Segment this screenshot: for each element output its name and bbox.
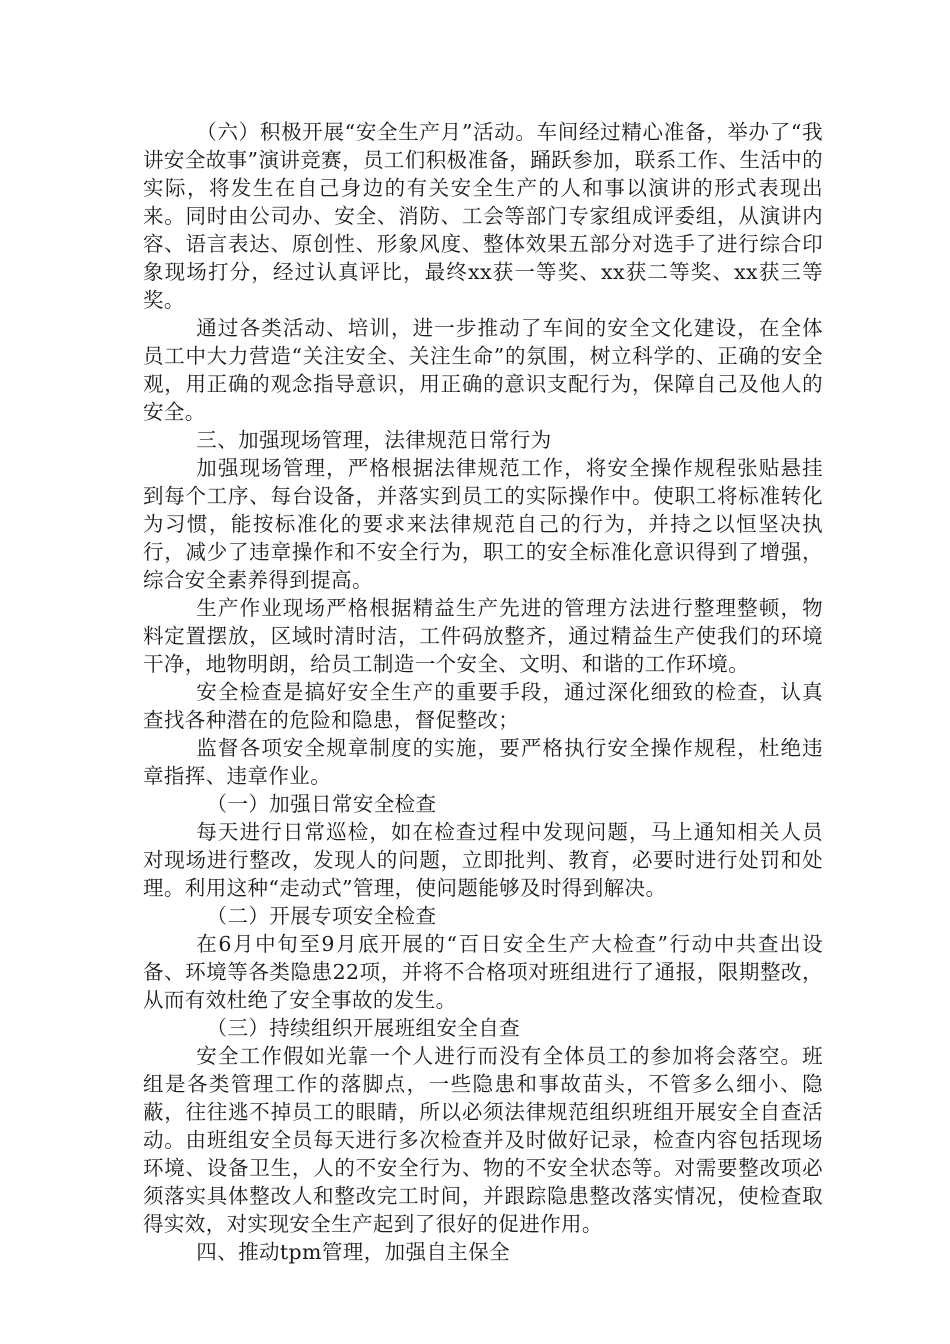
paragraph-daily-inspection: 每天进行日常巡检，如在检查过程中发现问题，马上通知相关人员对现场进行整改，发现人的问题，立即批判、教育，必要时进行处罚和处理。利用这种“走动式”管理，使问题能够及时得到解决。 bbox=[143, 820, 823, 900]
paragraph-safety-culture: 通过各类活动、培训，进一步推动了车间的安全文化建设，在全体员工中大力营造“关注安全、关注生命”的氛围，树立科学的、正确的安全观，用正确的观念指导意识，用正确的意识支配行为，保障自己及他人的安全。 bbox=[143, 316, 823, 424]
subheading-team-self-check: （三）持续组织开展班组安全自查 bbox=[206, 1016, 521, 1040]
paragraph-lean-production: 生产作业现场严格根据精益生产先进的管理方法进行整理整顿，物料定置摆放，区域时清时洁，工件码放整齐，通过精益生产使我们的环境干净，地物明朗，给员工制造一个安全、文明、和谐的工作环境。 bbox=[143, 596, 823, 676]
subheading-special-inspection: （二）开展专项安全检查 bbox=[206, 904, 437, 928]
paragraph-safety-month: （六）积极开展“安全生产月”活动。车间经过精心准备，举办了“我讲安全故事”演讲竞赛，员工们积极准备，踊跃参加，联系工作、生活中的实际，将发生在自己身边的有关安全生产的人和事以演讲的形式表现出来。同时由公司办、安全、消防、工会等部门专家组成评委组，从演讲内容、语言表达、原创性、形象风度、整体效果五部分对选手了进行综合印象现场打分，经过认真评比，最终xx获一等奖、xx获二等奖、xx获三等奖。 bbox=[143, 120, 823, 312]
paragraph-site-management: 加强现场管理，严格根据法律规范工作，将安全操作规程张贴悬挂到每个工序、每台设备，并落实到员工的实际操作中。使职工将标准转化为习惯，能按标准化的要求来法律规范自己的行为，并持之以恒坚决执行，减少了违章操作和不安全行为，职工的安全标准化意识得到了增强，综合安全素养得到提高。 bbox=[143, 456, 823, 592]
paragraph-team-self-check: 安全工作假如光靠一个人进行而没有全体员工的参加将会落空。班组是各类管理工作的落脚点，一些隐患和事故苗头，不管多么细小、隐蔽，往往逃不掉员工的眼睛，所以必须法律规范组织班组开展安全自查活动。由班组安全员每天进行多次检查并及时做好记录，检查内容包括现场环境、设备卫生，人的不安全行为、物的不安全状态等。对需要整改项必须落实具体整改人和整改完工时间，并跟踪隐患整改落实情况，使检查取得实效，对实现安全生产起到了很好的促进作用。 bbox=[143, 1044, 823, 1236]
paragraph-special-inspection: 在6月中旬至9月底开展的“百日安全生产大检查”行动中共查出设备、环境等各类隐患22项，并将不合格项对班组进行了通报，限期整改，从而有效杜绝了安全事故的发生。 bbox=[143, 932, 823, 1012]
paragraph-supervision: 监督各项安全规章制度的实施，要严格执行安全操作规程，杜绝违章指挥、违章作业。 bbox=[143, 736, 823, 788]
section-heading-site-management: 三、加强现场管理，法律规范日常行为 bbox=[196, 428, 552, 452]
section-heading-tpm: 四、推动tpm管理，加强自主保全 bbox=[196, 1240, 510, 1264]
document-body bbox=[143, 118, 823, 1266]
subheading-daily-inspection: （一）加强日常安全检查 bbox=[206, 792, 437, 816]
paragraph-safety-inspection: 安全检查是搞好安全生产的重要手段，通过深化细致的检查，认真查找各种潜在的危险和隐患，督促整改； bbox=[143, 680, 823, 732]
